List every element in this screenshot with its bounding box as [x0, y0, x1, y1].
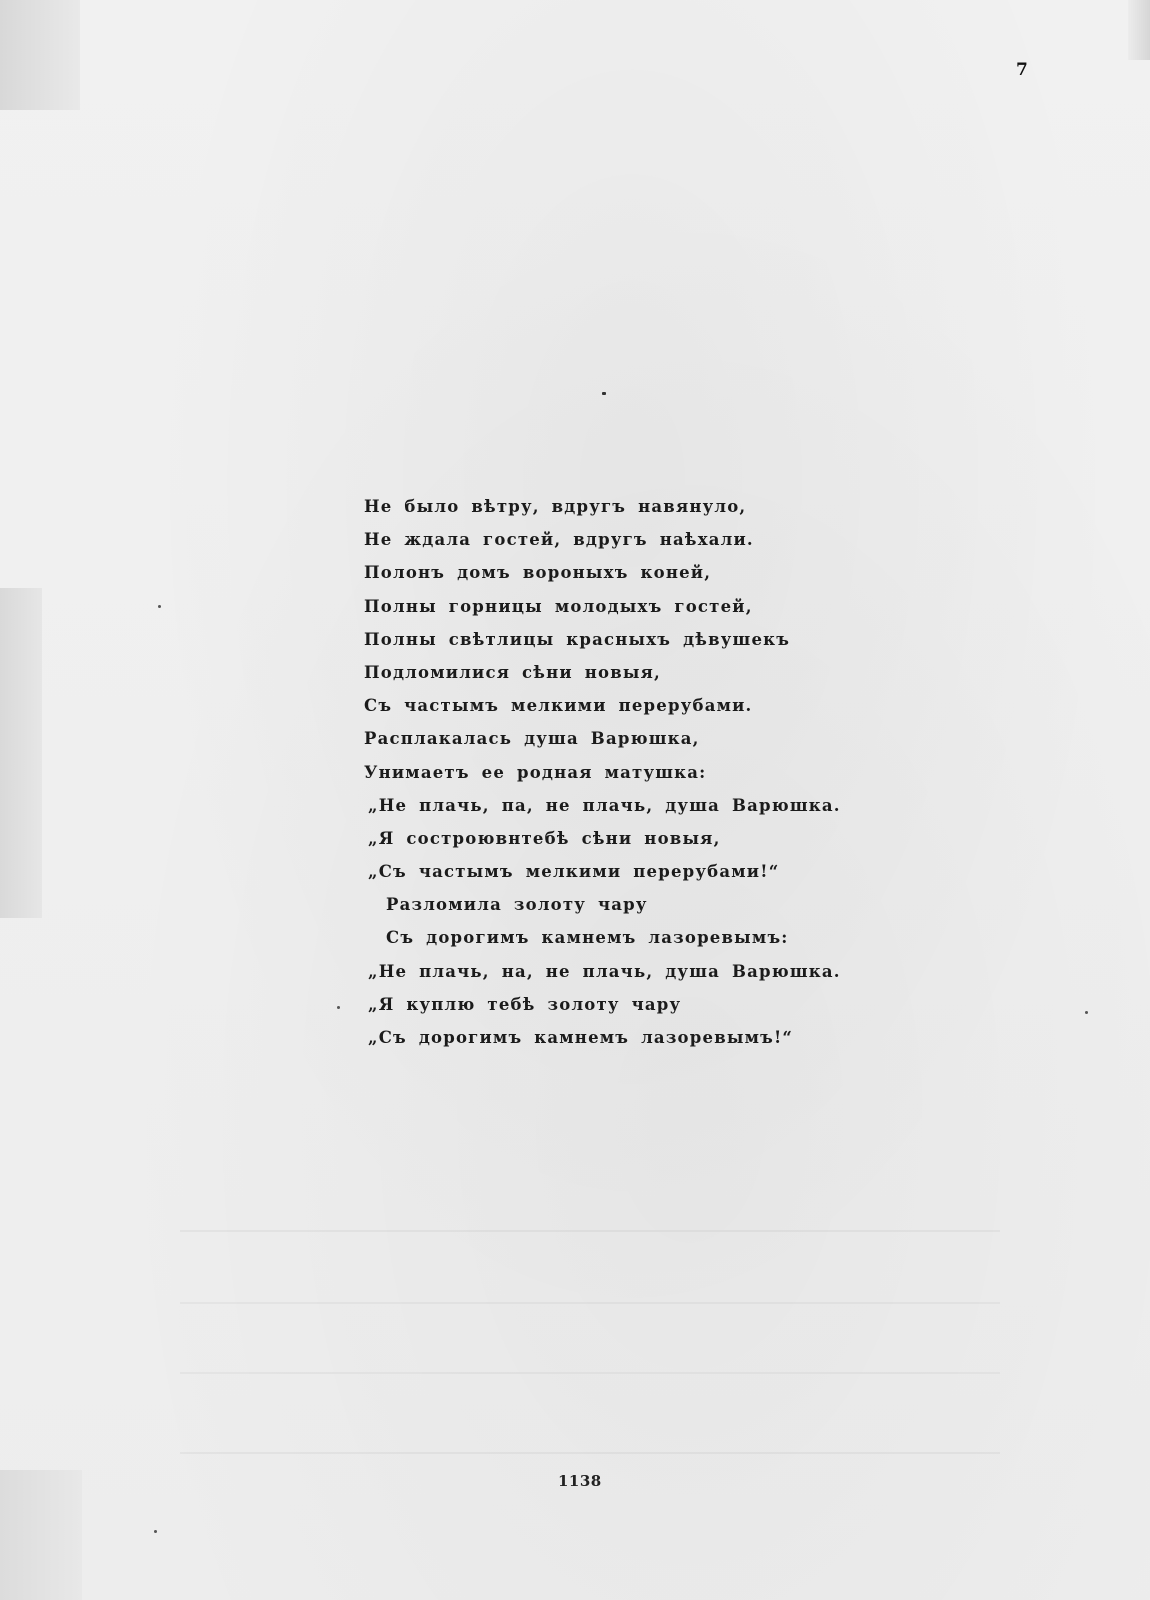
- poem-line: Полонъ домъ вороныхъ коней,: [364, 563, 712, 583]
- poem-line: „Съ дорогимъ камнемъ лазоревымъ!“: [368, 1028, 794, 1047]
- scan-speck: [158, 605, 161, 608]
- bleed-through-texture: [180, 1230, 1000, 1454]
- scan-speck: [337, 1006, 340, 1009]
- scan-speck: [154, 1530, 157, 1533]
- poem-line: „Не плачь, на, не плачь, душа Варюшка.: [368, 961, 841, 981]
- footer-catalog-number: 1138: [558, 1472, 602, 1490]
- poem-text: [364, 490, 841, 1054]
- page-edge-shadow: [1128, 0, 1150, 60]
- page-edge-shadow: [0, 588, 42, 918]
- poem-line: „Не плачь, па, не плачь, душа Варюшка.: [368, 795, 841, 815]
- poem-line: Не было вѣтру, вдругъ навянуло,: [364, 497, 747, 516]
- print-mark: [602, 392, 606, 395]
- scan-speck: [1085, 1011, 1088, 1014]
- poem-line: Не ждала гостей, вдругъ наѣхали.: [364, 530, 754, 550]
- poem-line: Полны свѣтлицы красныхъ дѣвушекъ: [364, 629, 791, 649]
- poem-line: „Съ частымъ мелкими перерубами!“: [368, 862, 780, 882]
- poem-line: „Я куплю тебѣ золоту чару: [368, 994, 682, 1014]
- poem-line: Полны горницы молодыхъ гостей,: [364, 596, 753, 616]
- page-edge-shadow: [0, 1470, 82, 1600]
- poem-line: Съ частымъ мелкими перерубами.: [364, 696, 753, 716]
- poem-line: Унимаетъ ее родная матушка:: [364, 762, 707, 782]
- poem-line: Подломилися сѣни новыя,: [364, 662, 661, 682]
- poem-line: „Я состроювнтебѣ сѣни новыя,: [368, 828, 721, 848]
- poem-line: Съ дорогимъ камнемъ лазоревымъ:: [386, 928, 789, 948]
- poem-line: Разломила золоту чару: [386, 895, 648, 915]
- poem-line: Расплакалась душа Варюшка,: [364, 729, 700, 749]
- page-number: 7: [1016, 60, 1028, 80]
- page-edge-shadow: [0, 0, 80, 110]
